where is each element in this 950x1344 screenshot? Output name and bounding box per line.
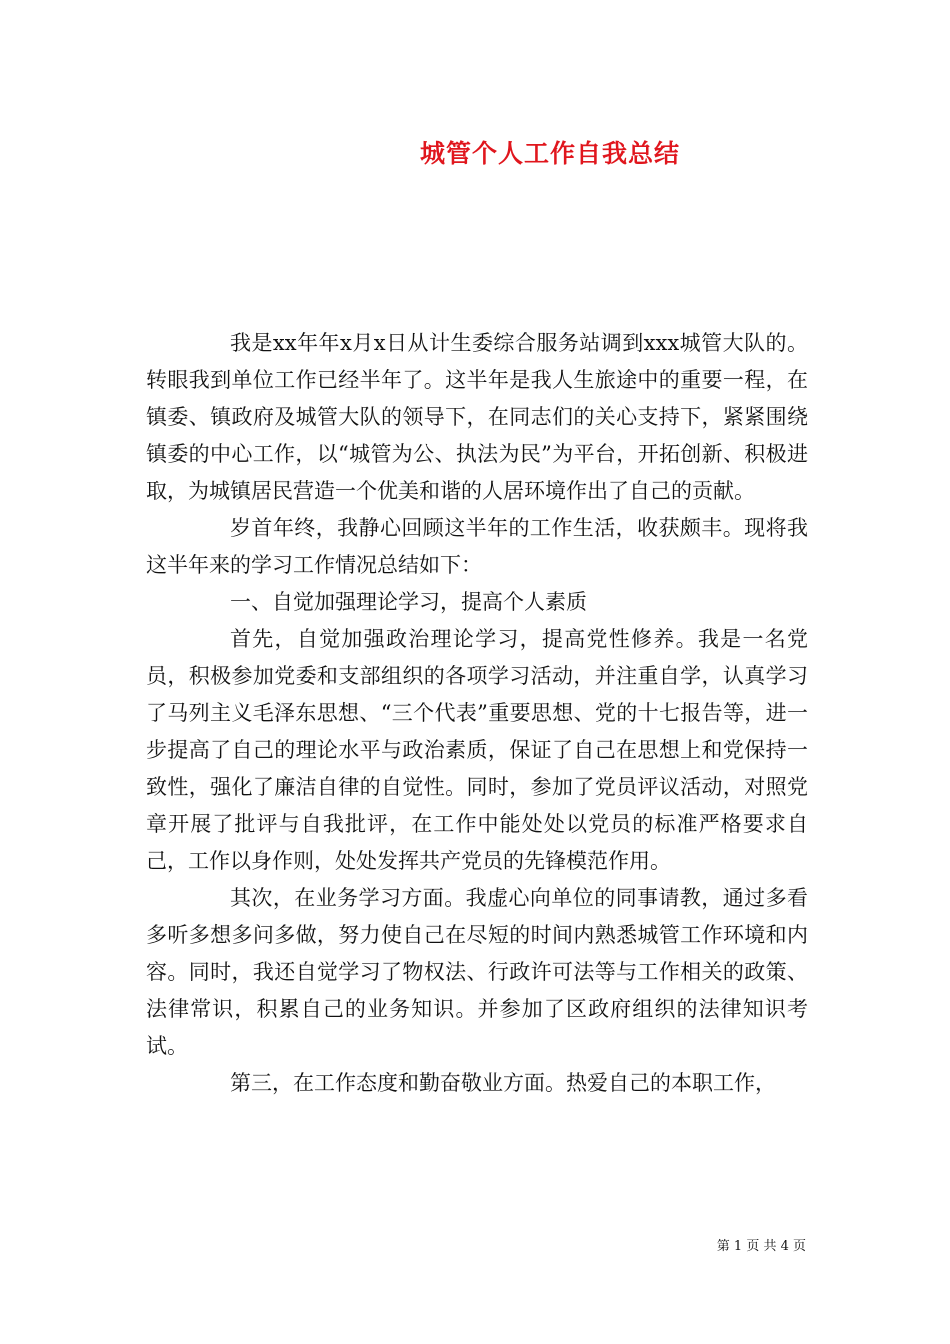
paragraph-intro: 我是xx年年x月x日从计生委综合服务站调到xxx城管大队的。转眼我到单位工作已经半年了。这半年是我人生旅途中的重要一程，在镇委、镇政府及城管大队的领导下，在同志们的关心支持下，紧紧围绕镇委的中心工作，以“城管为公、执法为民”为平台，开拓创新、积极进取，为城镇居民营造一个优美和谐的人居环境作出了自己的贡献。 — [146, 331, 808, 503]
page-number: 第 1 页 共 4 页 — [716, 1239, 806, 1254]
document-title: 城管个人工作自我总结 — [419, 139, 680, 168]
paragraph-review: 岁首年终，我静心回顾这半年的工作生活，收获颇丰。现将我这半年来的学习工作情况总结如下： — [146, 516, 808, 577]
paragraph-second: 其次，在业务学习方面。我虚心向单位的同事请教，通过多看多听多想多问多做，努力使自己在尽短的时间内熟悉城管工作环境和内容。同时，我还自觉学习了物权法、行政许可法等与工作相关的政策、法律常识，积累自己的业务知识。并参加了区政府组织的法律知识考试。 — [146, 886, 808, 1058]
document-body — [146, 325, 808, 1102]
paragraph-third: 第三，在工作态度和勤奋敬业方面。热爱自己的本职工作， — [230, 1071, 776, 1095]
paragraph-first: 首先，自觉加强政治理论学习，提高党性修养。我是一名党员，积极参加党委和支部组织的各项学习活动，并注重自学，认真学习了马列主义毛泽东思想、“三个代表”重要思想、党的十七报告等，进一步提高了自己的理论水平与政治素质，保证了自己在思想上和党保持一致性，强化了廉洁自律的自觉性。同时，参加了党员评议活动，对照党章开展了批评与自我批评，在工作中能处处以党员的标准严格要求自己，工作以身作则，处处发挥共产党员的先锋模范作用。 — [146, 627, 808, 873]
section-heading-1: 一、自觉加强理论学习，提高个人素质 — [230, 590, 587, 614]
